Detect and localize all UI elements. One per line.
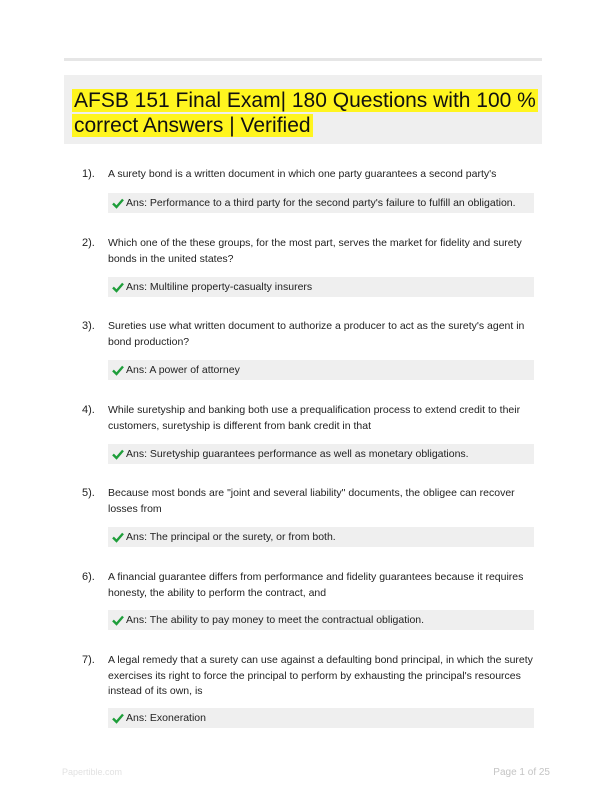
question-text: Which one of the these groups, for the most part, serves the market for fidelity and surety bonds in the united states? bbox=[108, 237, 522, 265]
page-number: Page 1 of 25 bbox=[493, 767, 550, 778]
checkmark-icon bbox=[112, 196, 124, 210]
question-number: 6). bbox=[82, 571, 95, 583]
answer-box bbox=[108, 360, 534, 380]
answer-text: Ans: The principal or the surety, or from both. bbox=[126, 531, 336, 543]
checkmark-icon bbox=[112, 711, 124, 725]
footer-watermark: Papertible.com bbox=[62, 767, 123, 777]
question-number: 2). bbox=[82, 237, 95, 249]
question-number: 1). bbox=[82, 168, 95, 180]
question-text: Sureties use what written document to authorize a producer to act as the surety's agent in bond production? bbox=[108, 320, 525, 348]
question-text: While suretyship and banking both use a prequalification process to extend credit to their customers, suretyship is different from bank credit in that bbox=[108, 404, 521, 432]
question-number: 7). bbox=[82, 654, 95, 666]
question-text: A legal remedy that a surety can use against a defaulting bond principal, in which the surety exercises its right to force the principal to perform by exhausting the principal's resources instead of its own, is bbox=[108, 654, 533, 697]
answer-text: Ans: Suretyship guarantees performance as well as monetary obligations. bbox=[126, 448, 469, 460]
question-number: 4). bbox=[82, 404, 95, 416]
answer-text: Ans: Multiline property-casualty insurers bbox=[126, 281, 313, 293]
document-title bbox=[72, 88, 538, 138]
question-text: Because most bonds are "joint and several liability" documents, the obligee can recover losses from bbox=[108, 487, 515, 515]
checkmark-icon bbox=[112, 280, 124, 294]
answer-box bbox=[108, 610, 534, 630]
checkmark-icon bbox=[112, 447, 124, 461]
question-number: 5). bbox=[82, 487, 95, 499]
title-text: AFSB 151 Final Exam| 180 Questions with 100 % correct Answers | Verified bbox=[74, 89, 536, 137]
question-text: A surety bond is a written document in which one party guarantees a second party's bbox=[108, 168, 497, 180]
answer-box bbox=[108, 444, 534, 464]
checkmark-icon bbox=[112, 530, 124, 544]
answer-box bbox=[108, 708, 534, 728]
question-number: 3). bbox=[82, 320, 95, 332]
answer-text: Ans: A power of attorney bbox=[126, 364, 240, 376]
checkmark-icon bbox=[112, 613, 124, 627]
answer-box bbox=[108, 277, 534, 297]
answer-box bbox=[108, 527, 534, 547]
question-text: A financial guarantee differs from performance and fidelity guarantees because it requires honesty, the ability to perform the contract, and bbox=[108, 571, 524, 599]
answer-text: Ans: The ability to pay money to meet the contractual obligation. bbox=[126, 614, 425, 626]
answer-text: Ans: Exoneration bbox=[126, 712, 206, 724]
answer-box bbox=[108, 193, 534, 213]
answer-text: Ans: Performance to a third party for the second party's failure to fulfill an obligation. bbox=[126, 197, 516, 209]
checkmark-icon bbox=[112, 363, 124, 377]
top-divider bbox=[64, 58, 542, 61]
